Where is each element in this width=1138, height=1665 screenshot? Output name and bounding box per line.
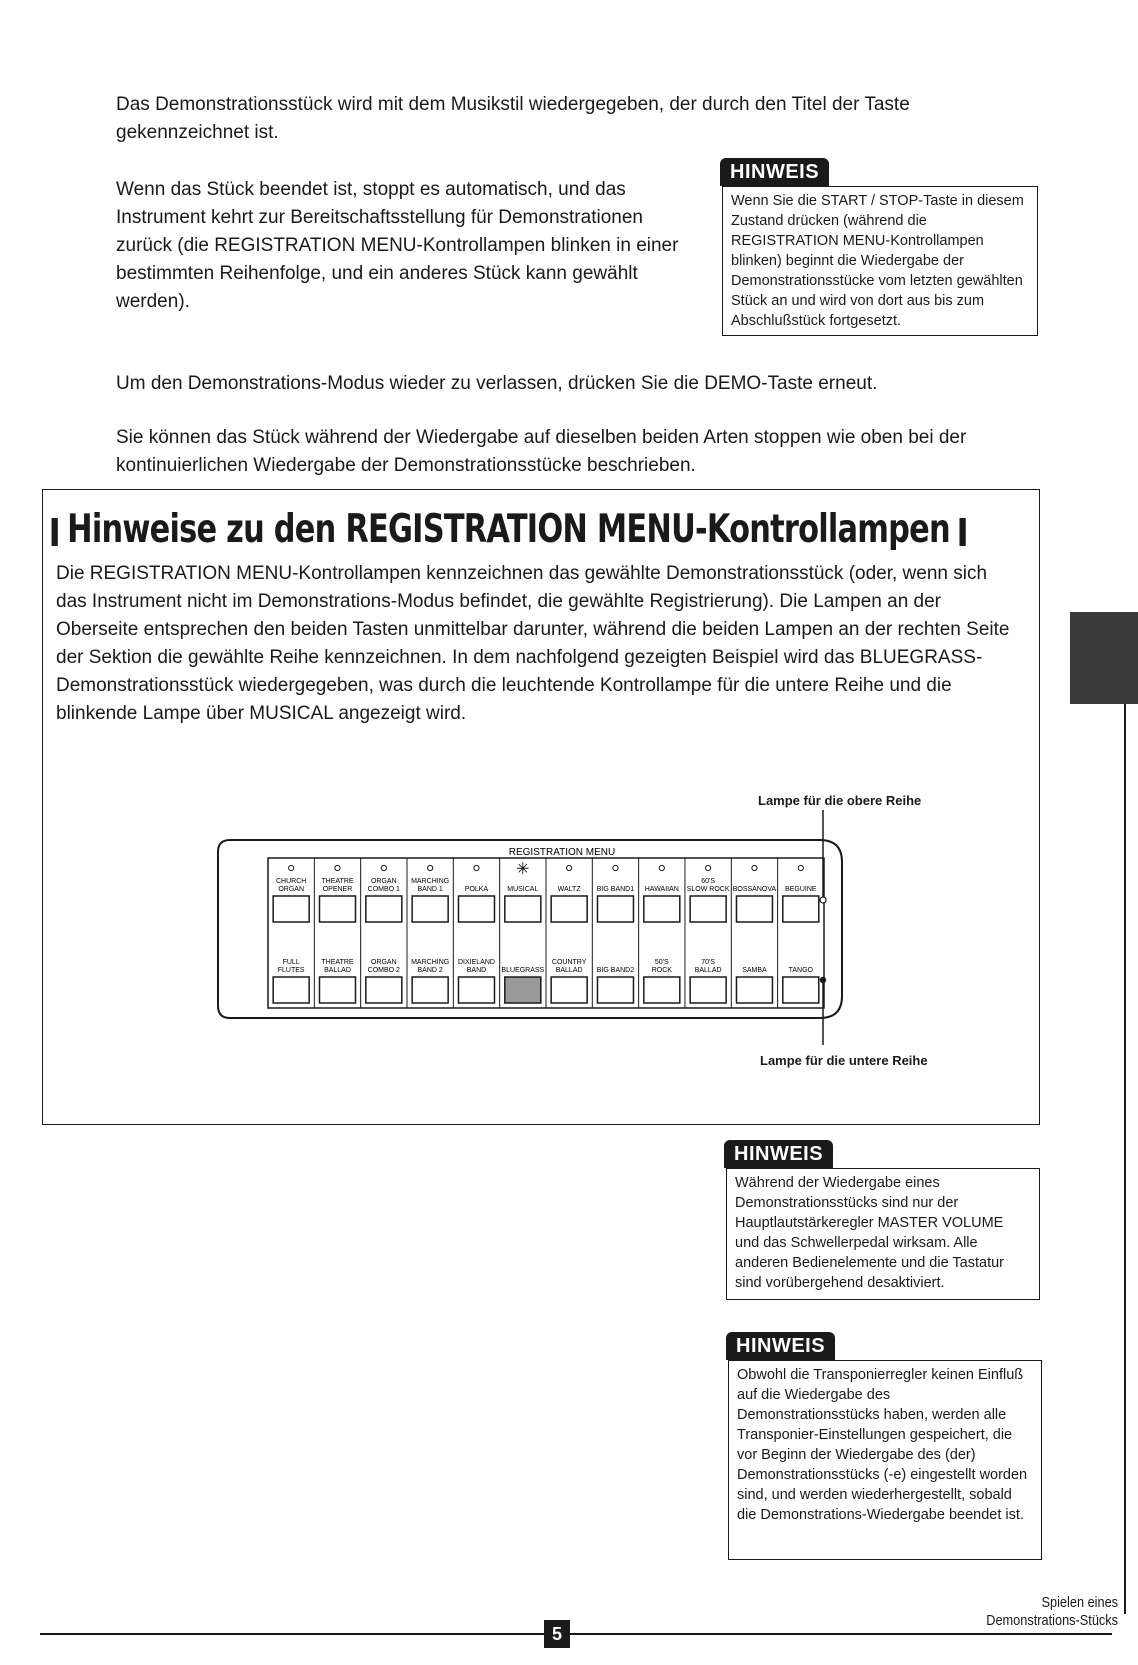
button-cells [273, 858, 819, 1008]
upper-button [273, 896, 309, 922]
upper-label-bottom: SLOW ROCK [686, 886, 730, 893]
note-box-2: Während der Wiedergabe eines Demonstrationsstücks sind nur der Hauptlautstärkeregler MASTER VOLUME und das Schwellerpedal wirksam. Alle anderen Bedienelemente und die Tastatur sind vorübergehend desaktiviert. [726, 1168, 1040, 1300]
title-bar-left [52, 518, 58, 546]
title-bar-right [959, 518, 965, 546]
lower-label-bottom: BAND [466, 967, 487, 974]
lower-button [597, 977, 633, 1003]
lower-label-bottom: BALLAD [555, 967, 583, 974]
upper-row-lamp [820, 897, 826, 903]
button-lamp [752, 865, 757, 870]
note-badge-3: HINWEIS [726, 1332, 835, 1360]
registration-menu-panel [210, 800, 890, 1045]
lower-row-lamp [820, 977, 826, 983]
footer-rule [40, 1633, 1112, 1635]
section-title [50, 506, 975, 554]
lower-button [319, 977, 355, 1003]
upper-label-bottom: ORGAN [278, 886, 305, 893]
note-badge-1: HINWEIS [720, 158, 829, 186]
lower-button-active [505, 977, 541, 1003]
lower-label-bottom: BALLAD [324, 967, 351, 974]
button-lamp [381, 865, 386, 870]
upper-label-bottom: OPENER [322, 886, 353, 893]
lower-label-bottom: BIG BAND2 [596, 967, 635, 974]
lower-label-top: DIXIELAND [458, 959, 495, 966]
upper-label-bottom: WALTZ [557, 886, 581, 893]
lower-button [736, 977, 772, 1003]
lower-label-bottom: FLUTES [277, 967, 305, 974]
upper-button [783, 896, 819, 922]
lower-button [783, 977, 819, 1003]
lower-label-bottom: TANGO [788, 967, 813, 974]
page-number: 5 [544, 1620, 570, 1648]
button-lamp [798, 865, 803, 870]
lower-button [551, 977, 587, 1003]
lower-label-bottom: BLUEGRASS [501, 967, 545, 974]
upper-button [366, 896, 402, 922]
label-upper-row-lamp: Lampe für die obere Reihe [758, 793, 922, 808]
upper-label-bottom: COMBO 1 [367, 886, 400, 893]
button-lamp [613, 865, 618, 870]
button-lamp [706, 865, 711, 870]
button-lamp [474, 865, 479, 870]
lower-label-bottom: SAMBA [742, 967, 767, 974]
blinking-lamp: ✳ [516, 861, 530, 878]
intro-paragraph-2: Wenn das Stück beendet ist, stoppt es automatisch, und das Instrument kehrt zur Bereitschaftsstellung für Demonstrationen zurück (die REGISTRATION MENU-Kontrollampen blinken in einer bestimmten Reihenfolge, und ein anderes Stück kann gewählt werden). [116, 179, 679, 312]
upper-button [690, 896, 726, 922]
upper-label-top: 60'S [701, 878, 716, 885]
intro-paragraph-3: Um den Demonstrations-Modus wieder zu verlassen, drücken Sie die DEMO-Taste erneut. [116, 373, 878, 394]
upper-label-bottom: HAWAIIAN [644, 886, 679, 893]
upper-label-bottom: MUSICAL [507, 886, 539, 893]
lower-label-top: FULL [282, 959, 300, 966]
note-box-1: Wenn Sie die START / STOP-Taste in diesem Zustand drücken (während die REGISTRATION MENU-Kontrollampen blinken) beginnt die Wiedergabe der Demonstrationsstücke vom letzten gewählten Stück an und wird von dort aus bis zum Abschlußstück fortgesetzt. [722, 186, 1038, 336]
lower-label-top: MARCHING [411, 959, 450, 966]
lower-label-top: THEATRE [321, 959, 354, 966]
lower-button [690, 977, 726, 1003]
intro-paragraph-4: Sie können das Stück während der Wiedergabe auf dieselben beiden Arten stoppen wie oben bei der kontinuierlichen Wiedergabe der Demonstrationsstücke beschrieben. [116, 427, 967, 476]
note-badge-2: HINWEIS [724, 1140, 833, 1168]
button-lamp [289, 865, 294, 870]
label-lower-row-lamp: Lampe für die untere Reihe [760, 1053, 928, 1068]
button-lamp [335, 865, 340, 870]
lower-label-bottom: ROCK [651, 967, 672, 974]
lower-label-bottom: COMBO 2 [367, 967, 400, 974]
upper-button [644, 896, 680, 922]
note-box-3: Obwohl die Transponierregler keinen Einfluß auf die Wiedergabe des Demonstrationsstücks haben, werden alle Transponier-Einstellungen gespeichert, die vor Beginn der Wiedergabe des (der) Demonstrationsstücks (-e) eingestellt worden sind, und werden wiederhergestellt, sobald die Demonstrations-Wiedergabe beendet ist. [728, 1360, 1042, 1560]
side-rule [1124, 704, 1126, 1614]
lower-label-bottom: BALLAD [694, 967, 722, 974]
upper-button [551, 896, 587, 922]
lower-label-top: COUNTRY [551, 959, 587, 966]
footer-title-line-1: Spielen eines [1041, 1594, 1118, 1611]
intro-paragraph-1: Das Demonstrationsstück wird mit dem Musikstil wiedergegeben, der durch den Titel der Taste gekennzeichnet ist. [116, 94, 910, 143]
button-lamp [428, 865, 433, 870]
upper-label-bottom: BEGUINE [785, 886, 817, 893]
section-body: Die REGISTRATION MENU-Kontrollampen kennzeichnen das gewählte Demonstrationsstück (oder, wenn sich das Instrument nicht im Demonstrations-Modus befindet, die gewählte Registrierung). Die Lampen an der Oberseite entsprechen den beiden Tasten unmittelbar darunter, während die beiden Lampen an der rechten Seite der Sektion die gewählte Reihe kennzeichnen. In dem nachfolgend gezeigten Beispiel wird das BLUEGRASS-Demonstrationsstück wiedergegeben, was durch die leuchtende Kontrollampe für die untere Reihe und die blinkende Lampe über MUSICAL angezeigt wird. [56, 563, 1010, 724]
upper-label-top: MARCHING [411, 878, 450, 885]
upper-button [458, 896, 494, 922]
upper-label-bottom: BIG BAND1 [596, 886, 635, 893]
upper-label-bottom: POLKA [464, 886, 489, 893]
lower-label-top: 70'S [701, 959, 716, 966]
button-lamp [567, 865, 572, 870]
footer-title [986, 1594, 1118, 1630]
upper-button [736, 896, 772, 922]
upper-label-bottom: BOSSANOVA [732, 886, 777, 893]
upper-button [412, 896, 448, 922]
upper-label-top: CHURCH [275, 878, 307, 885]
side-thumb-tab [1070, 612, 1138, 704]
button-lamp [659, 865, 664, 870]
footer-title-line-2: Demonstrations-Stücks [986, 1612, 1118, 1629]
lower-button [412, 977, 448, 1003]
lower-button [366, 977, 402, 1003]
upper-button [505, 896, 541, 922]
upper-label-bottom: BAND 1 [417, 886, 443, 893]
lower-label-bottom: BAND 2 [417, 967, 443, 974]
upper-button [319, 896, 355, 922]
upper-button [597, 896, 633, 922]
lower-label-top: ORGAN [370, 959, 397, 966]
lower-button [458, 977, 494, 1003]
upper-label-top: THEATRE [321, 878, 354, 885]
upper-label-top: ORGAN [370, 878, 397, 885]
lower-button [644, 977, 680, 1003]
lower-button [273, 977, 309, 1003]
panel-title: REGISTRATION MENU [508, 847, 616, 858]
lower-label-top: 50'S [654, 959, 669, 966]
section-title-text: Hinweise zu den REGISTRATION MENU-Kontrollampen [67, 507, 950, 552]
